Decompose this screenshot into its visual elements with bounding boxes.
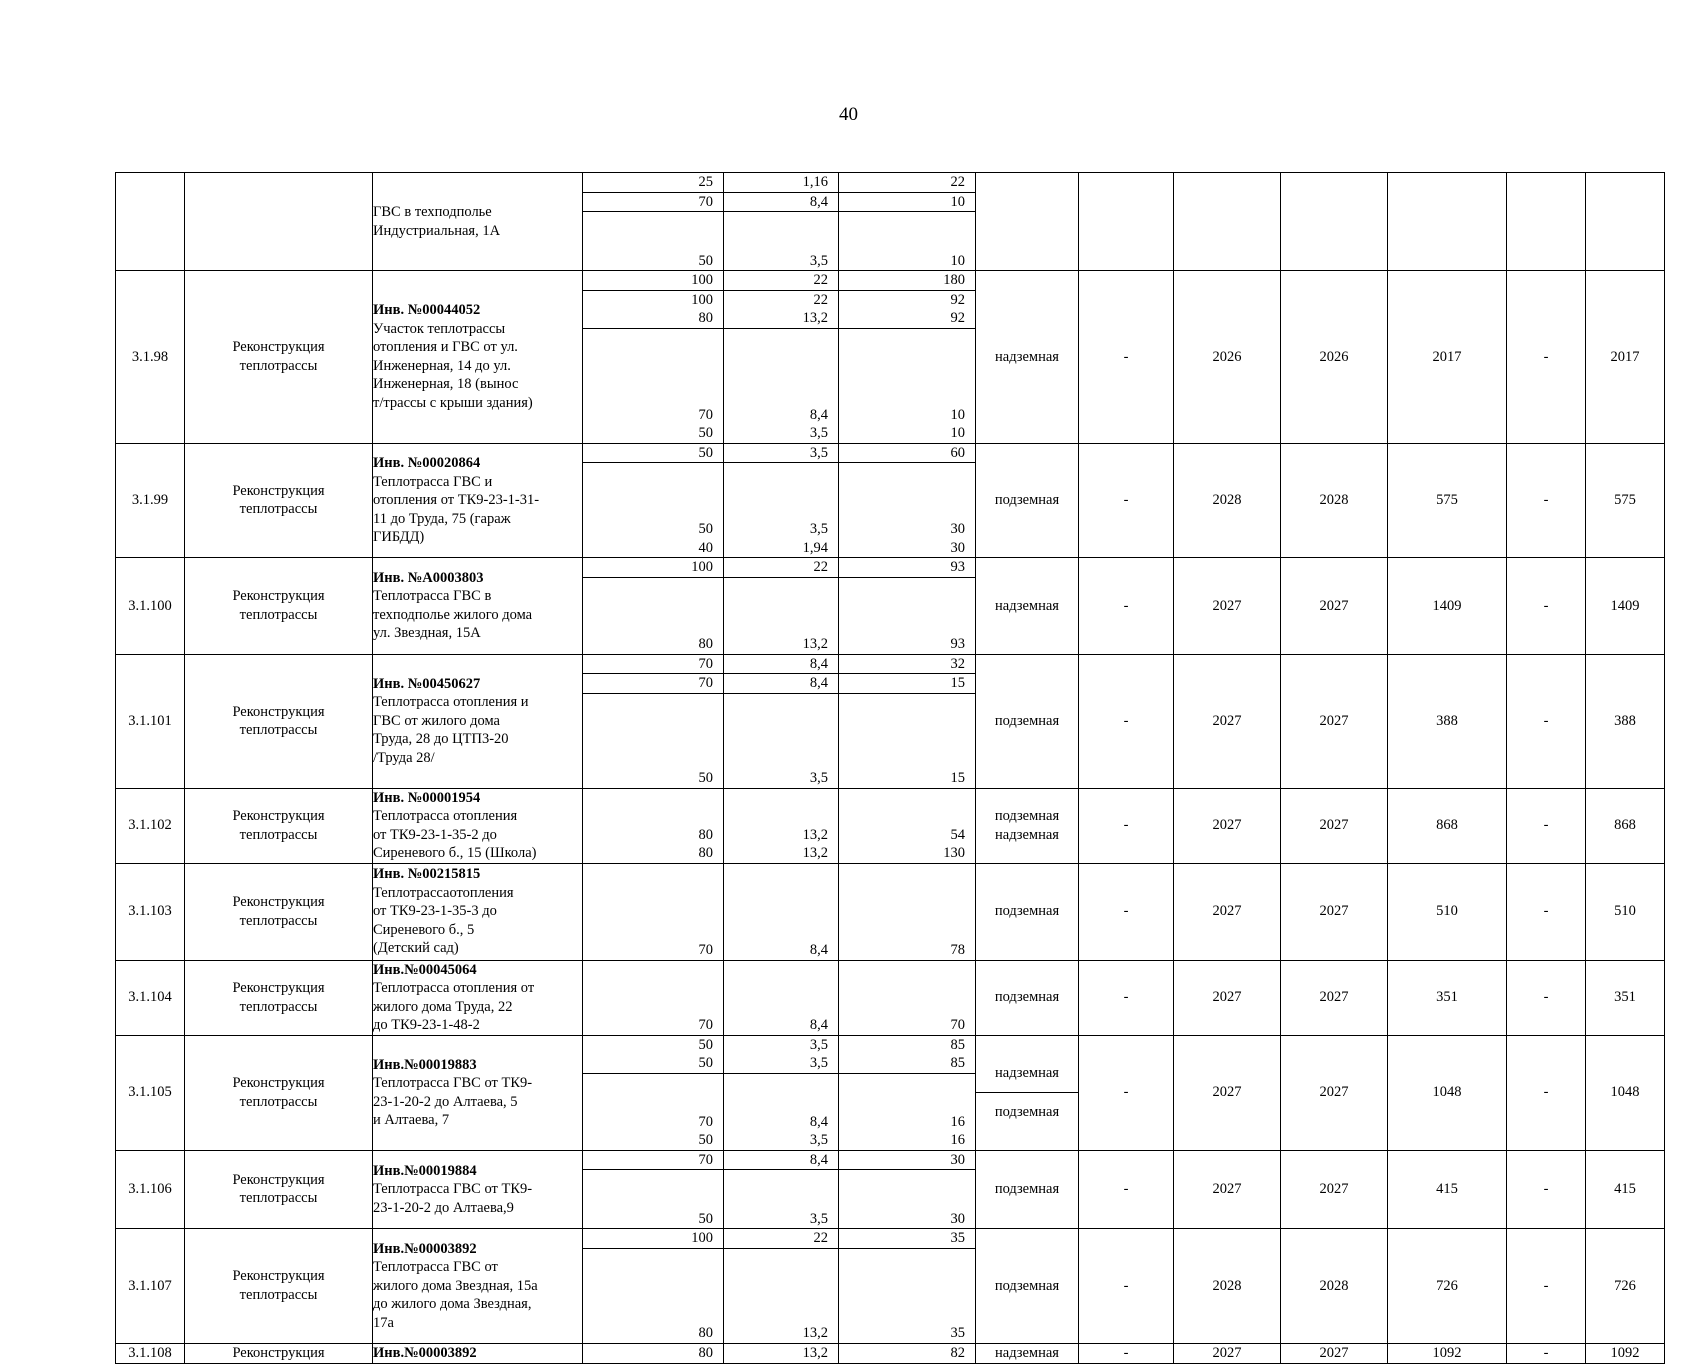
data-cell-c5: - [1507,863,1586,960]
diameter-column [583,173,724,271]
value-value: 8,4 [809,406,828,423]
inventory-number: Инв.№00003892 [373,1240,477,1257]
diameter-column [583,1229,724,1344]
data-cell-c5: - [1507,443,1586,558]
length-column [839,1035,976,1150]
length-value: 93 [950,559,965,575]
data-cell-c3: 2027 [1281,1150,1388,1229]
object-text: Теплотрасса ГВС и отопления от ТК9-23-1-31- 11 до Труда, 75 (гараж ГИБДД) [373,473,540,545]
object-description [373,1150,583,1229]
data-cell-c6: 388 [1586,654,1665,788]
data-cell-c4 [1388,173,1507,271]
value-value: 3,5 [809,1210,828,1227]
object-text: Теплотрасса отопления от ТК9-23-1-35-2 до Сиреневого б., 15 (Школа) [373,808,537,861]
data-cell-c4: 1048 [1388,1035,1507,1150]
diameter-value: 80 [698,826,713,843]
laying-method: подземная [976,1229,1079,1344]
diameter-value: 50 [698,425,713,441]
length-value: 15 [950,770,965,786]
laying-method: надземная [976,271,1079,444]
data-cell-c1: - [1079,1229,1174,1344]
laying-method: подземная [976,1150,1079,1229]
length-value: 92 [950,310,965,326]
laying-method [976,173,1079,271]
value-value: 8,4 [809,193,828,210]
object-text: Теплотрасса отопления и ГВС от жилого дома Труда, 28 до ЦТП3-20 /Труда 28/ [373,694,529,766]
value-value: 8,4 [809,942,828,958]
item-number: 3.1.107 [116,1229,185,1344]
length-column [839,788,976,863]
diameter-value: 70 [698,675,713,691]
data-cell-c1: - [1079,1343,1174,1363]
length-column [839,558,976,655]
data-cell-c6: 1409 [1586,558,1665,655]
item-number: 3.1.106 [116,1150,185,1229]
laying-method: подземная [976,960,1079,1035]
length-column [839,1343,976,1363]
data-cell-c4: 415 [1388,1150,1507,1229]
inventory-number: Инв. №00450627 [373,675,481,692]
inventory-number: Инв.№00045064 [373,961,477,978]
data-cell-c6: 1092 [1586,1343,1665,1363]
length-value: 30 [950,1151,965,1168]
data-cell-c2: 2028 [1174,443,1281,558]
value-value: 1,16 [802,174,828,190]
length-column [839,1229,976,1344]
data-cell-c1 [1079,173,1174,271]
data-cell-c3: 2027 [1281,1035,1388,1150]
value-column [724,443,839,558]
data-cell-c1: - [1079,863,1174,960]
table-row [116,788,1665,863]
value-value: 1,94 [802,539,828,556]
data-cell-c1: - [1079,960,1174,1035]
data-cell-c6: 1048 [1586,1035,1665,1150]
value-column [724,1343,839,1363]
object-text: Теплотрасса отопления от жилого дома Труда, 22 до ТК9-23-1-48-2 [373,980,535,1033]
table-row [116,1150,1665,1229]
data-cell-c3: 2026 [1281,271,1388,444]
work-type: Реконструкция теплотрассы [185,1229,373,1344]
diameter-value: 50 [698,1036,713,1053]
value-value: 8,4 [809,1151,828,1168]
inventory-number: Инв.№00019883 [373,1056,477,1073]
data-cell-c4: 510 [1388,863,1507,960]
value-value: 13,2 [802,636,828,652]
work-type: Реконструкция теплотрассы [185,960,373,1035]
length-value: 60 [950,444,965,461]
diameter-value: 70 [698,193,713,210]
length-value: 70 [950,1017,965,1033]
item-number: 3.1.98 [116,271,185,444]
value-column [724,1035,839,1150]
work-type: Реконструкция теплотрассы [185,1150,373,1229]
table-row [116,1343,1665,1363]
value-value: 8,4 [809,1017,828,1033]
data-cell-c2: 2027 [1174,1035,1281,1150]
length-value: 93 [950,636,965,652]
length-value: 16 [950,1132,965,1148]
data-cell-c2: 2026 [1174,271,1281,444]
diameter-column [583,558,724,655]
length-value: 85 [950,1055,965,1071]
inventory-number: Инв.№00003892 [373,1344,477,1361]
data-cell-c2: 2027 [1174,1343,1281,1363]
diameter-value: 80 [698,1345,713,1361]
data-cell-c1: - [1079,788,1174,863]
data-cell-c3: 2027 [1281,863,1388,960]
item-number: 3.1.100 [116,558,185,655]
object-description [373,863,583,960]
value-column [724,788,839,863]
length-value: 32 [950,655,965,672]
data-cell-c1: - [1079,558,1174,655]
laying-method: подземная надземная [976,788,1079,863]
data-cell-c5: - [1507,1343,1586,1363]
length-value: 30 [950,1210,965,1227]
length-value: 10 [950,406,965,423]
diameter-column [583,863,724,960]
data-cell-c6: 726 [1586,1229,1665,1344]
data-cell-c2: 2027 [1174,654,1281,788]
value-value: 13,2 [802,310,828,326]
object-description [373,1343,583,1363]
diameter-column [583,443,724,558]
data-cell-c2: 2027 [1174,558,1281,655]
data-cell-c5 [1507,173,1586,271]
object-description [373,1229,583,1344]
diameter-value: 50 [698,444,713,461]
value-column [724,654,839,788]
table-row [116,863,1665,960]
data-cell-c5: - [1507,788,1586,863]
data-cell-c3: 2027 [1281,558,1388,655]
diameter-value: 100 [691,1230,713,1246]
object-description [373,558,583,655]
data-cell-c3: 2027 [1281,788,1388,863]
table-row [116,654,1665,788]
table-row [116,1229,1665,1344]
value-column [724,558,839,655]
length-value: 180 [943,272,965,288]
diameter-column [583,1035,724,1150]
data-cell-c1: - [1079,443,1174,558]
length-value: 85 [950,1036,965,1053]
diameter-value: 80 [698,845,713,861]
length-column [839,271,976,444]
data-cell-c3: 2028 [1281,1229,1388,1344]
inventory-number: Инв.№00019884 [373,1162,477,1179]
data-cell-c4: 726 [1388,1229,1507,1344]
length-value: 130 [943,845,965,861]
length-column [839,443,976,558]
data-cell-c2 [1174,173,1281,271]
work-type: Реконструкция теплотрассы [185,443,373,558]
work-type: Реконструкция [185,1343,373,1363]
object-description [373,271,583,444]
inventory-number: Инв. №00020864 [373,455,481,471]
item-number: 3.1.105 [116,1035,185,1150]
diameter-value: 70 [698,1113,713,1130]
data-cell-c3 [1281,173,1388,271]
diameter-value: 50 [698,770,713,786]
work-type: Реконструкция теплотрассы [185,863,373,960]
diameter-value: 50 [698,1132,713,1148]
diameter-value: 50 [698,1055,713,1071]
table-row [116,173,1665,271]
work-type: Реконструкция теплотрассы [185,271,373,444]
table-row [116,960,1665,1035]
work-type: Реконструкция теплотрассы [185,788,373,863]
value-value: 22 [813,559,828,575]
length-value: 35 [950,1325,965,1341]
item-number: 3.1.108 [116,1343,185,1363]
data-cell-c5: - [1507,960,1586,1035]
value-value: 13,2 [802,845,828,861]
diameter-value: 50 [698,252,713,269]
data-cell-c1: - [1079,271,1174,444]
laying-method: подземная [976,863,1079,960]
data-cell-c5: - [1507,654,1586,788]
data-cell-c6 [1586,173,1665,271]
work-type [185,173,373,271]
diameter-value: 70 [698,406,713,423]
value-value: 3,5 [809,252,828,269]
length-value: 15 [950,675,965,691]
value-value: 8,4 [809,675,828,691]
laying-method [976,1035,1079,1150]
laying-method-part: надземная [995,1065,1059,1081]
data-cell-c4: 2017 [1388,271,1507,444]
page-number: 40 [839,104,858,125]
data-cell-c3: 2027 [1281,960,1388,1035]
table-row [116,1035,1665,1150]
data-cell-c3: 2027 [1281,654,1388,788]
data-cell-c4: 1092 [1388,1343,1507,1363]
object-description [373,788,583,863]
diameter-column [583,1150,724,1229]
data-cell-c4: 351 [1388,960,1507,1035]
data-cell-c6: 415 [1586,1150,1665,1229]
inventory-number: Инв. №00001954 [373,789,481,806]
length-value: 30 [950,539,965,556]
data-cell-c1: - [1079,654,1174,788]
data-cell-c2: 2027 [1174,863,1281,960]
data-cell-c5: - [1507,1150,1586,1229]
length-column [839,960,976,1035]
length-value: 82 [950,1345,965,1361]
diameter-value: 40 [698,539,713,556]
works-table [115,172,1665,1364]
diameter-column [583,271,724,444]
diameter-column [583,1343,724,1363]
inventory-number: Инв. №00215815 [373,866,481,883]
item-number: 3.1.103 [116,863,185,960]
length-value: 35 [950,1230,965,1246]
diameter-value: 100 [691,272,713,288]
work-type: Реконструкция теплотрассы [185,558,373,655]
length-value: 22 [950,174,965,190]
value-value: 22 [813,272,828,288]
diameter-value: 50 [698,1210,713,1227]
table-row [116,271,1665,444]
inventory-number: Инв. №00044052 [373,302,481,319]
data-cell-c5: - [1507,558,1586,655]
data-cell-c3: 2027 [1281,1343,1388,1363]
value-column [724,863,839,960]
value-value: 3,5 [809,1055,828,1071]
length-value: 78 [950,942,965,958]
length-value: 16 [950,1113,965,1130]
diameter-value: 25 [698,174,713,190]
object-description [373,960,583,1035]
laying-method: подземная [976,654,1079,788]
object-text: Участок теплотрассы отопления и ГВС от ул. Инженерная, 14 до ул. Инженерная, 18 (вынос т/трассы с крыши здания) [373,320,533,411]
data-cell-c4: 1409 [1388,558,1507,655]
data-cell-c6: 351 [1586,960,1665,1035]
diameter-value: 70 [698,1151,713,1168]
item-number: 3.1.101 [116,654,185,788]
value-value: 3,5 [809,1036,828,1053]
diameter-value: 80 [698,636,713,652]
object-description [373,1035,583,1150]
value-value: 13,2 [802,1325,828,1341]
data-cell-c6: 868 [1586,788,1665,863]
data-cell-c4: 575 [1388,443,1507,558]
value-value: 3,5 [809,770,828,786]
work-type: Реконструкция теплотрассы [185,654,373,788]
data-cell-c5: - [1507,271,1586,444]
data-cell-c4: 868 [1388,788,1507,863]
value-value: 3,5 [809,444,828,461]
data-cell-c6: 510 [1586,863,1665,960]
length-column [839,863,976,960]
value-column [724,1229,839,1344]
data-cell-c4: 388 [1388,654,1507,788]
diameter-column [583,788,724,863]
value-value: 22 [813,291,828,308]
length-column [839,654,976,788]
object-description [373,443,583,558]
object-text: Теплотрасса ГВС от жилого дома Звездная, 15а до жилого дома Звездная, 17а [373,1259,538,1331]
inventory-number: Инв. №А0003803 [373,569,484,586]
diameter-value: 50 [698,521,713,537]
item-number [116,173,185,271]
length-column [839,173,976,271]
value-value: 13,2 [802,1345,828,1361]
value-column [724,271,839,444]
data-cell-c1: - [1079,1035,1174,1150]
item-number: 3.1.99 [116,443,185,558]
table-row [116,558,1665,655]
value-value: 22 [813,1230,828,1246]
laying-method-part: подземная [976,1092,1078,1131]
length-value: 10 [950,193,965,210]
diameter-value: 100 [691,559,713,575]
data-cell-c2: 2027 [1174,788,1281,863]
length-value: 10 [950,252,965,269]
length-value: 30 [950,521,965,537]
diameter-value: 80 [698,1325,713,1341]
object-text: Теплотрасса ГВС в техподполье жилого дома ул. Звездная, 15А [373,588,533,642]
laying-method: надземная [976,1343,1079,1363]
length-column [839,1150,976,1229]
item-number: 3.1.102 [116,788,185,863]
value-column [724,173,839,271]
object-text: Теплотрассаотопления от ТК9-23-1-35-3 до Сиреневого б., 5 (Детский сад) [373,884,514,957]
data-cell-c5: - [1507,1035,1586,1150]
object-text: Теплотрасса ГВС от ТК9- 23-1-20-2 до Алтаева, 5 и Алтаева, 7 [373,1075,533,1128]
value-value: 8,4 [809,1113,828,1130]
data-cell-c6: 2017 [1586,271,1665,444]
diameter-column [583,960,724,1035]
data-cell-c3: 2028 [1281,443,1388,558]
diameter-value: 70 [698,942,713,958]
value-value: 13,2 [802,826,828,843]
value-value: 8,4 [809,655,828,672]
diameter-value: 70 [698,655,713,672]
work-type: Реконструкция теплотрассы [185,1035,373,1150]
diameter-value: 70 [698,1017,713,1033]
data-cell-c2: 2027 [1174,960,1281,1035]
table-row [116,443,1665,558]
object-description [373,654,583,788]
item-number: 3.1.104 [116,960,185,1035]
length-value: 92 [950,291,965,308]
value-column [724,1150,839,1229]
length-value: 54 [950,826,965,843]
data-cell-c2: 2027 [1174,1150,1281,1229]
object-description [373,173,583,271]
object-text: Теплотрасса ГВС от ТК9- 23-1-20-2 до Алтаева,9 [373,1181,533,1216]
value-column [724,960,839,1035]
object-text: ГВС в техподполье Индустриальная, 1А [373,204,501,239]
data-cell-c6: 575 [1586,443,1665,558]
laying-method: подземная [976,443,1079,558]
diameter-value: 100 [691,291,713,308]
data-cell-c5: - [1507,1229,1586,1344]
length-value: 10 [950,425,965,441]
value-value: 3,5 [809,1132,828,1148]
data-cell-c2: 2028 [1174,1229,1281,1344]
value-value: 3,5 [809,521,828,537]
diameter-column [583,654,724,788]
diameter-value: 80 [698,310,713,326]
value-value: 3,5 [809,425,828,441]
laying-method: надземная [976,558,1079,655]
data-cell-c1: - [1079,1150,1174,1229]
